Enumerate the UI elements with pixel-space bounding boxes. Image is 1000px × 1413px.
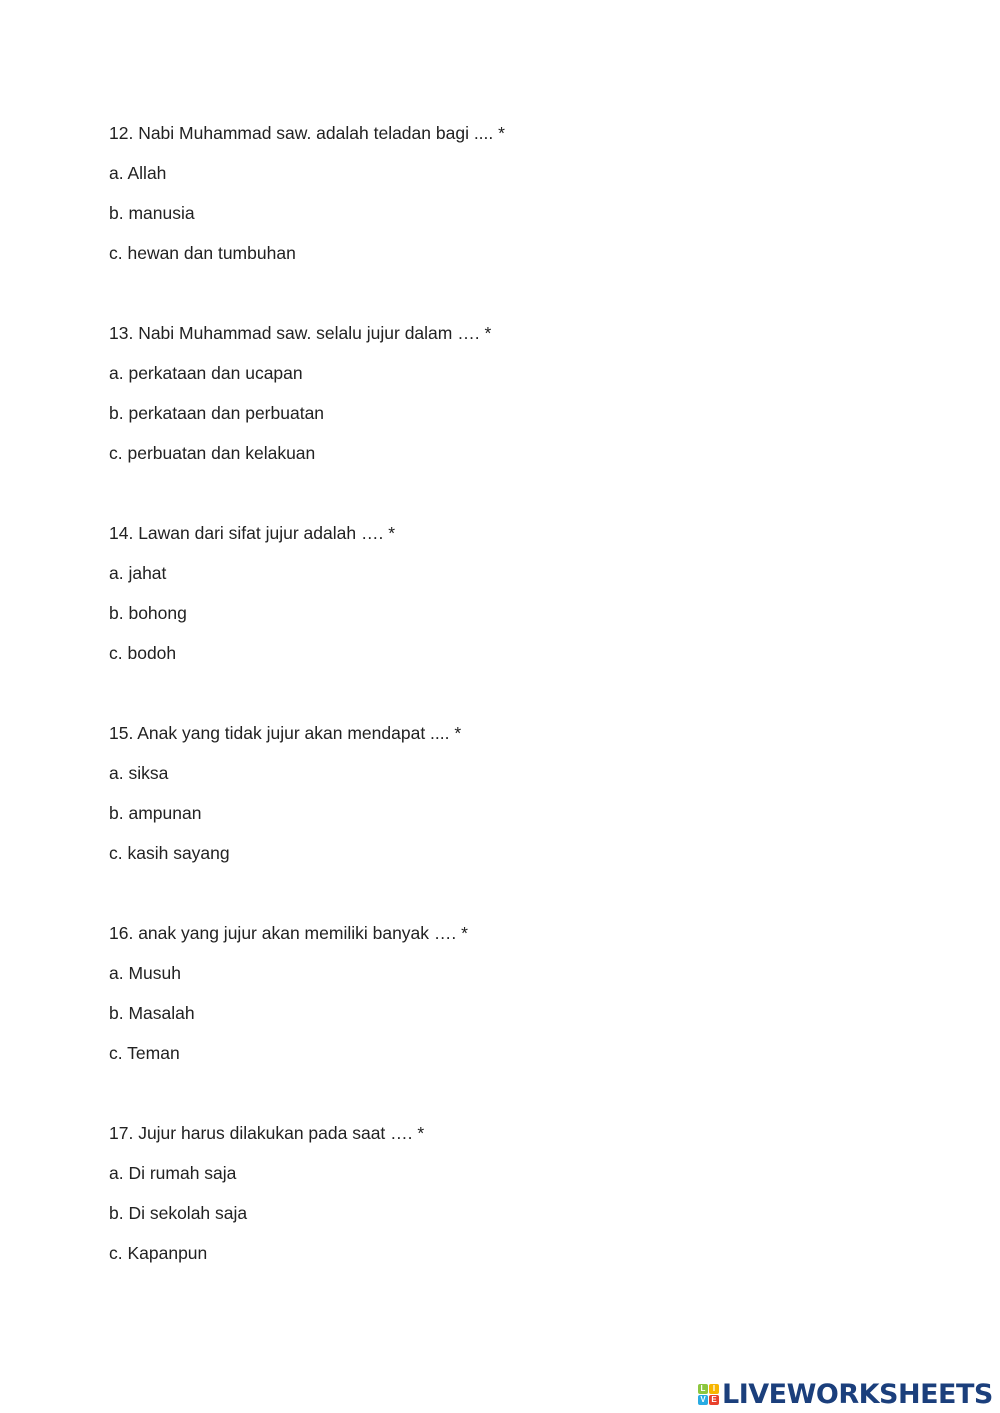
question-block (109, 313, 505, 513)
answer-option: a. Allah (109, 163, 167, 183)
answer-option: b. bohong (109, 603, 187, 623)
answer-option: c. perbuatan dan kelakuan (109, 443, 316, 463)
answer-option: a. perkataan dan ucapan (109, 363, 303, 383)
answer-option: a. Di rumah saja (109, 1163, 237, 1183)
question-text: 15. Anak yang tidak jujur akan mendapat .... * (109, 723, 462, 743)
question-block (109, 913, 505, 1113)
answer-option: b. ampunan (109, 803, 202, 823)
answer-option: a. siksa (109, 763, 169, 783)
logo-text: LIVEWORKSHEETS (722, 1379, 993, 1410)
answer-option: c. Kapanpun (109, 1243, 208, 1263)
question-text: 16. anak yang jujur akan memiliki banyak …. * (109, 923, 468, 943)
answer-option: b. perkataan dan perbuatan (109, 403, 325, 423)
question-block (109, 1113, 505, 1313)
answer-option: c. bodoh (109, 643, 177, 663)
answer-option: b. Masalah (109, 1003, 195, 1023)
answer-option: a. Musuh (109, 963, 181, 983)
answer-option: c. Teman (109, 1043, 180, 1063)
question-block (109, 113, 505, 313)
answer-option: c. hewan dan tumbuhan (109, 243, 296, 263)
answer-option: a. jahat (109, 563, 167, 583)
answer-option: b. Di sekolah saja (109, 1203, 248, 1223)
question-text: 14. Lawan dari sifat jujur adalah …. * (109, 523, 395, 543)
question-text: 13. Nabi Muhammad saw. selalu jujur dalam …. * (109, 323, 492, 343)
logo-squares-icon: L I V E (698, 1384, 719, 1405)
question-block (109, 513, 505, 713)
worksheet (109, 113, 505, 1313)
question-text: 17. Jujur harus dilakukan pada saat …. * (109, 1123, 425, 1143)
liveworksheets-logo (698, 1379, 993, 1410)
answer-option: c. kasih sayang (109, 843, 230, 863)
question-block (109, 713, 505, 913)
answer-option: b. manusia (109, 203, 195, 223)
question-text: 12. Nabi Muhammad saw. adalah teladan bagi .... * (109, 123, 505, 143)
